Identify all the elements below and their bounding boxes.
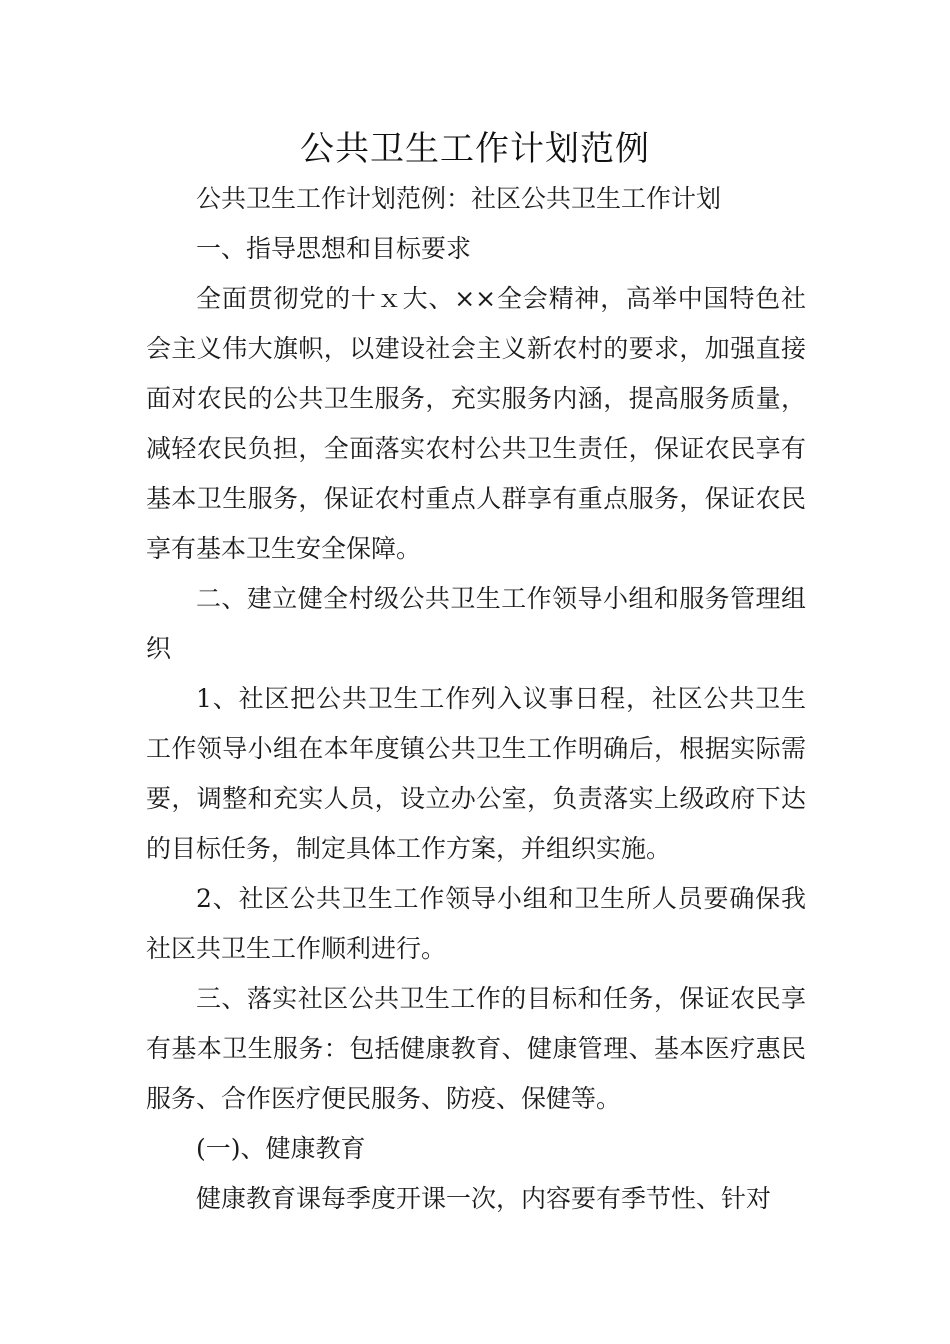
section-heading: 二、建立健全村级公共卫生工作领导小组和服务管理组织	[146, 584, 806, 663]
subtitle-paragraph: 公共卫生工作计划范例：社区公共卫生工作计划	[196, 184, 722, 213]
document-body	[146, 174, 806, 1224]
subsection-heading: (一)、健康教育	[196, 1134, 366, 1163]
body-paragraph: 2、社区公共卫生工作领导小组和卫生所人员要确保我社区共卫生工作顺利进行。	[146, 884, 806, 963]
section-heading: 一、指导思想和目标要求	[196, 234, 472, 263]
body-paragraph: 全面贯彻党的十ｘ大、××全会精神，高举中国特色社会主义伟大旗帜，以建设社会主义新农村的要求，加强直接面对农民的公共卫生服务，充实服务内涵，提高服务质量，减轻农民负担，全面落实农村公共卫生责任，保证农民享有基本卫生服务，保证农村重点人群享有重点服务，保证农民享有基本卫生安全保障。	[146, 284, 806, 563]
section-heading: 三、落实社区公共卫生工作的目标和任务，保证农民享有基本卫生服务：包括健康教育、健康管理、基本医疗惠民服务、合作医疗便民服务、防疫、保健等。	[146, 984, 806, 1113]
document-title: 公共卫生工作计划范例	[300, 129, 650, 169]
body-paragraph: 健康教育课每季度开课一次，内容要有季节性、针对	[196, 1184, 772, 1213]
body-paragraph: 1、社区把公共卫生工作列入议事日程，社区公共卫生工作领导小组在本年度镇公共卫生工作明确后，根据实际需要，调整和充实人员，设立办公室，负责落实上级政府下达的目标任务，制定具体工作方案，并组织实施。	[146, 684, 806, 863]
